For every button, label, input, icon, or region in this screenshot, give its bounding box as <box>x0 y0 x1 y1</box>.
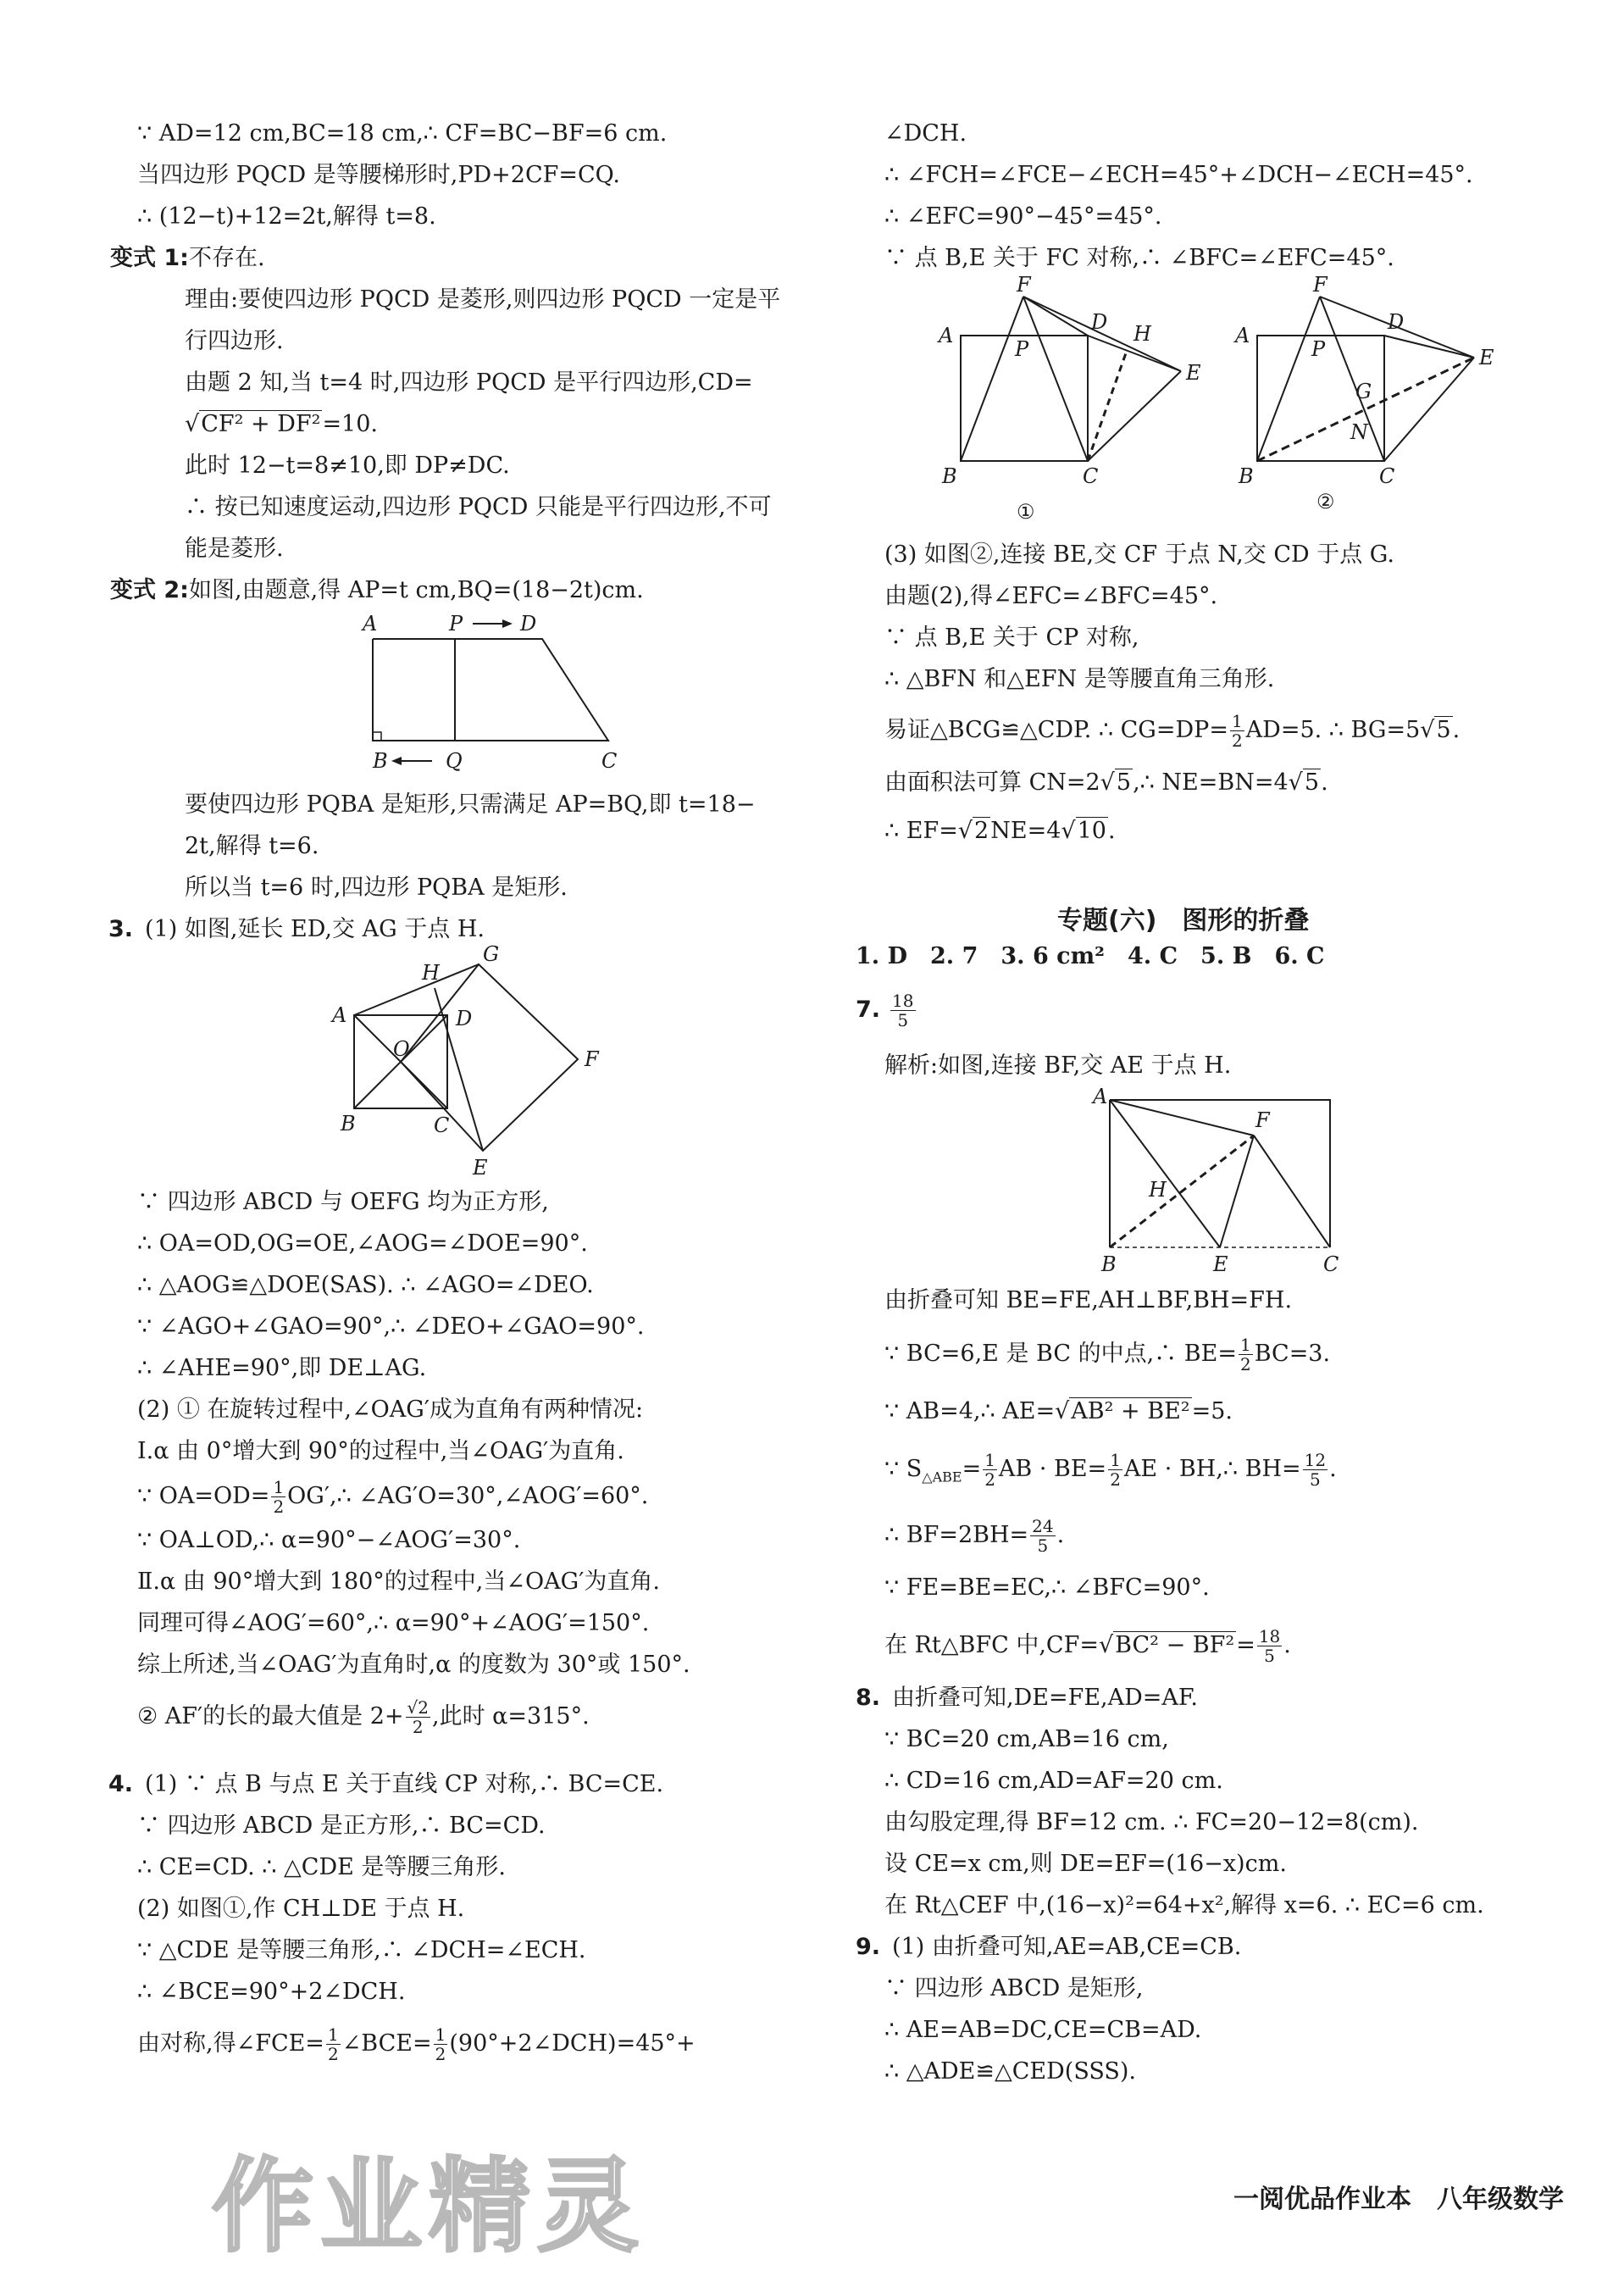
denominator: 2 <box>1110 1469 1121 1490</box>
label-h: H <box>422 961 440 985</box>
right-angle-mark <box>373 732 381 741</box>
segment-ec <box>1088 371 1181 461</box>
text-line: 理由:要使四边形 PQCD 是菱形,则四边形 PQCD 一定是平 <box>185 286 781 313</box>
denominator: 5 <box>897 1010 909 1030</box>
math-line: ∴ EF=√2NE=4√10. <box>884 818 1116 844</box>
text-fragment: ∵ S <box>884 1456 923 1482</box>
numerator: 18 <box>892 991 914 1011</box>
text-line: 当四边形 PQCD 是等腰梯形时,PD+2CF=CQ. <box>137 162 621 188</box>
question-4-number: 4. <box>108 1771 134 1797</box>
numerator: 1 <box>435 2024 446 2045</box>
figure-1-caption: ① <box>1017 500 1035 524</box>
text-fragment: ,∴ NE=BN=4 <box>1133 769 1289 796</box>
text-line: (1) ∵ 点 B 与点 E 关于直线 CP 对称,∴ BC=CE. <box>145 1771 664 1797</box>
text-line: 不存在. <box>188 245 265 271</box>
label-b: B <box>1101 1252 1117 1276</box>
text-fragment: 由对称,得∠FCE= <box>137 2030 324 2057</box>
label-c: C <box>1379 464 1395 488</box>
text-line: ∵ 四边形 ABCD 是正方形,∴ BC=CD. <box>137 1813 546 1839</box>
math-line: ∵ AB=4,∴ AE=√AB² + BE²=5. <box>884 1398 1233 1424</box>
label-b: B <box>942 464 957 488</box>
label-d: D <box>456 1007 473 1030</box>
denominator: 5 <box>1309 1469 1321 1490</box>
rectangle-top-right <box>1110 1100 1330 1247</box>
denominator: 2 <box>273 1496 285 1517</box>
segment-fe <box>1023 297 1181 371</box>
label-o: O <box>393 1037 410 1061</box>
fraction <box>1230 712 1244 750</box>
text-line: (3) 如图②,连接 BE,交 CF 于点 N,交 CD 于点 G. <box>884 541 1394 568</box>
segment-bf-dashed <box>1110 1136 1254 1247</box>
text-line: ∴ AE=AB=DC,CE=CB=AD. <box>884 2017 1202 2043</box>
text-fragment: ∵ BC=6,E 是 BC 的中点,∴ BE= <box>884 1341 1237 1367</box>
denominator: 2 <box>412 1717 424 1737</box>
subscript: △ABE <box>922 1469 962 1485</box>
figure-1 <box>932 273 1211 537</box>
variant-2-line <box>110 575 644 606</box>
segment-be-dashed <box>1257 358 1474 461</box>
text-fragment: =10. <box>322 411 378 437</box>
text-line: ∴ 按已知速度运动,四边形 PQCD 只能是平行四边形,不可 <box>185 494 772 520</box>
fraction <box>890 991 915 1030</box>
label-c: C <box>1083 464 1099 488</box>
text-line: ∴ △ADE≌△CED(SSS). <box>884 2058 1136 2085</box>
text-line: ∵ 点 B,E 关于 CP 对称, <box>884 625 1139 651</box>
sqrt-expression: AB² + BE² <box>1071 1398 1190 1424</box>
question-7-line <box>856 991 917 1030</box>
segment-de <box>1384 336 1474 358</box>
text-line: 同理可得∠AOG′=60°,∴ α=90°+∠AOG′=150°. <box>137 1610 650 1636</box>
watermark: 作业精灵 <box>212 2148 646 2266</box>
label-e: E <box>1186 361 1201 385</box>
text-line: 要使四边形 PQBA 是矩形,只需满足 AP=BQ,即 t=18− <box>185 791 756 818</box>
text-fragment: ∵ AB=4,∴ AE= <box>884 1398 1056 1424</box>
text-line: Ⅰ.α 由 0°增大到 90°的过程中,当∠OAG′为直角. <box>137 1438 624 1464</box>
denominator: 2 <box>1231 730 1243 751</box>
label-g: G <box>1355 380 1372 403</box>
square-oefg <box>401 964 578 1151</box>
trapezoid-figure <box>347 612 635 785</box>
text-line: ∴ ∠BCE=90°+2∠DCH. <box>137 1979 406 2005</box>
text-line: Ⅱ.α 由 90°增大到 180°的过程中,当∠OAG′为直角. <box>137 1569 660 1595</box>
text-line: (2) ① 在旋转过程中,∠OAG′成为直角有两种情况: <box>137 1396 644 1423</box>
text-line: 由题(2),得∠EFC=∠BFC=45°. <box>884 583 1218 609</box>
text-fragment: ∠BCE= <box>341 2030 432 2057</box>
fraction <box>271 1478 285 1516</box>
label-d: D <box>1091 310 1108 334</box>
text-line: ∵ 点 B,E 关于 FC 对称,∴ ∠BFC=∠EFC=45°. <box>884 245 1394 271</box>
question-9-number: 9. <box>856 1934 881 1960</box>
segment-ch-dashed <box>1088 351 1127 461</box>
text-line: 由折叠可知 BE=FE,AH⊥BF,BH=FH. <box>884 1287 1293 1313</box>
label-f: F <box>1255 1108 1270 1132</box>
text-line: 行四边形. <box>185 328 284 354</box>
variant-1-label: 变式 1: <box>110 245 189 271</box>
fraction <box>1303 1451 1327 1489</box>
fraction <box>1108 1451 1122 1489</box>
sqrt-expression: 5 <box>1304 769 1320 796</box>
label-c: C <box>1323 1252 1339 1276</box>
text-line: ∴ OA=OD,OG=OE,∠AOG=∠DOE=90°. <box>137 1230 588 1257</box>
label-b: B <box>1239 464 1254 488</box>
text-fragment: 由面积法可算 CN=2 <box>884 769 1100 796</box>
numerator: 1 <box>1231 711 1243 731</box>
math-line <box>884 1335 1330 1374</box>
question-9-line <box>856 1932 1241 1963</box>
label-e: E <box>473 1156 488 1180</box>
segment-ec <box>1384 358 1474 461</box>
label-p: P <box>1015 337 1029 361</box>
numerator: 12 <box>1304 1450 1327 1470</box>
math-line <box>137 1698 590 1736</box>
label-p: P <box>1311 337 1326 361</box>
footer-title: 一阅优品作业本 八年级数学 <box>1233 2185 1564 2214</box>
variant-2-label: 变式 2: <box>110 577 189 603</box>
label-e: E <box>1479 346 1494 369</box>
text-fragment: AB · BE= <box>998 1456 1107 1482</box>
text-line: ∵ 四边形 ABCD 是矩形, <box>884 1975 1144 2002</box>
question-3-number: 3. <box>108 916 134 942</box>
label-a: A <box>1093 1085 1108 1108</box>
text-line: ∵ BC=20 cm,AB=16 cm, <box>884 1726 1169 1752</box>
text-fragment: 易证△BCG≌△CDP. ∴ CG=DP= <box>884 717 1228 743</box>
text-fragment: ② AF′的长的最大值是 2+ <box>137 1703 404 1730</box>
text-line: 设 CE=x cm,则 DE=EF=(16−x)cm. <box>884 1851 1287 1877</box>
fraction <box>1257 1627 1282 1665</box>
fraction <box>434 2025 448 2063</box>
denominator: 5 <box>1264 1646 1275 1666</box>
text-fragment: ∵ OA=OD= <box>137 1483 270 1509</box>
question-3-line <box>108 914 485 945</box>
label-c: C <box>601 749 618 773</box>
text-fragment: = <box>962 1456 982 1482</box>
denominator: 5 <box>1037 1535 1049 1556</box>
sqrt-expression: 5 <box>1436 717 1451 743</box>
text-line: 此时 12−t=8≠10,即 DP≠DC. <box>185 453 510 479</box>
text-fragment: AE · BH,∴ BH= <box>1123 1456 1301 1482</box>
text-line: 2t,解得 t=6. <box>185 833 319 859</box>
text-fragment: =5. <box>1191 1398 1233 1424</box>
fraction <box>406 1698 430 1736</box>
sqrt-expression: 2 <box>974 818 989 844</box>
segment-cf <box>1023 297 1088 461</box>
sqrt-expression: 5 <box>1116 769 1132 796</box>
label-a: A <box>939 324 954 347</box>
text-line: ∵ 四边形 ABCD 与 OEFG 均为正方形, <box>137 1189 549 1215</box>
math-line: ∵ $S_{\triangle ABE}=$ $\frac{1}{2}$ AB · BE= $\frac{1}{2}$ AE · BH,∴ BH= $\frac{12}{5}$ . <box>884 1450 1337 1490</box>
text-line: 综上所述,当∠OAG′为直角时,α 的度数为 30°或 150°. <box>137 1652 690 1678</box>
arrowhead-icon <box>391 757 402 765</box>
numerator: 1 <box>984 1450 995 1470</box>
text-line: 由折叠可知,DE=FE,AD=AF. <box>892 1685 1199 1711</box>
sqrt-expression: BC² − BF² <box>1115 1632 1235 1658</box>
math-line <box>137 1478 648 1516</box>
label-a: A <box>1235 324 1250 347</box>
sqrt-expression: CF² + DF² <box>201 411 321 437</box>
text-line: ∴ ∠AHE=90°,即 DE⊥AG. <box>137 1355 427 1381</box>
text-line: 能是菱形. <box>185 536 284 562</box>
numerator: 24 <box>1032 1516 1054 1536</box>
label-f: F <box>585 1047 599 1071</box>
text-fragment: NE=4 <box>990 818 1061 844</box>
text-fragment: ,此时 α=315°. <box>432 1703 590 1730</box>
label-a: A <box>363 612 378 636</box>
text-line: ∴ (12−t)+12=2t,解得 t=8. <box>137 203 436 230</box>
text-line: 所以当 t=6 时,四边形 PQBA 是矩形. <box>185 875 568 901</box>
text-line: ∵ OA⊥OD,∴ α=90°−∠AOG′=30°. <box>137 1527 521 1553</box>
denominator: 2 <box>984 1469 995 1490</box>
text-line: ∵ FE=BE=EC,∴ ∠BFC=90°. <box>884 1574 1210 1601</box>
variant-1-line <box>110 243 265 274</box>
numerator: 1 <box>1239 1335 1251 1355</box>
numerator: 1 <box>1110 1450 1121 1470</box>
text-fragment: ∴ BF=2BH= <box>884 1522 1029 1548</box>
text-line: ∵ ∠AGO+∠GAO=90°,∴ ∠DEO+∠GAO=90°. <box>137 1313 645 1340</box>
trapezoid-outline <box>373 639 608 741</box>
denominator: 2 <box>435 2044 446 2064</box>
fraction <box>326 2025 341 2063</box>
text-line: ∴ ∠FCH=∠FCE−∠ECH=45°+∠DCH−∠ECH=45°. <box>884 162 1473 188</box>
text-fragment: OG′,∴ ∠AG′O=30°,∠AOG′=60°. <box>287 1483 649 1509</box>
answer-line: 1. D 2. 7 3. 6 cm² 4. C 5. B 6. C <box>856 943 1325 969</box>
label-g: G <box>483 942 500 966</box>
text-line: 解析:如图,连接 BF,交 AE 于点 H. <box>884 1052 1232 1079</box>
text-line: ∠DCH. <box>884 120 967 147</box>
math-line: ∴ BF=2BH= $\frac{24}{5}$ . <box>884 1516 1065 1556</box>
figure-2-caption: ② <box>1316 490 1335 514</box>
text-line: (1) 如图,延长 ED,交 AG 于点 H. <box>145 916 485 942</box>
sqrt-expression: 10 <box>1077 818 1106 844</box>
segment-fc <box>1254 1136 1330 1247</box>
math-line <box>137 2025 696 2063</box>
label-f: F <box>1017 273 1031 297</box>
text-fragment: (90°+2∠DCH)=45°+ <box>449 2030 696 2057</box>
fraction <box>1030 1517 1055 1555</box>
numerator: 1 <box>327 2024 339 2045</box>
two-squares-figure <box>322 942 610 1188</box>
text-fragment: 在 Rt△BFC 中,CF= <box>884 1632 1099 1658</box>
label-d: D <box>520 612 537 636</box>
label-b: B <box>341 1112 356 1136</box>
text-line: ∴ CE=CD. ∴ △CDE 是等腰三角形. <box>137 1854 506 1880</box>
text-line: (1) 由折叠可知,AE=AB,CE=CB. <box>892 1934 1242 1960</box>
label-f: F <box>1313 273 1327 297</box>
segment-bf <box>961 297 1023 461</box>
label-d: D <box>1388 310 1405 334</box>
numerator: 1 <box>273 1477 285 1497</box>
text-line: 如图,由题意,得 AP=t cm,BQ=(18−2t)cm. <box>188 577 644 603</box>
folding-rectangle-figure <box>1076 1085 1355 1291</box>
math-line: √CF² + DF²=10. <box>185 411 378 437</box>
question-7-number: 7. <box>856 997 881 1023</box>
fraction <box>1239 1335 1253 1374</box>
label-a: A <box>332 1003 347 1027</box>
numerator: 18 <box>1258 1626 1281 1646</box>
denominator: 2 <box>1239 1354 1251 1374</box>
label-h: H <box>1149 1178 1167 1202</box>
label-n: N <box>1350 420 1368 444</box>
text-line: ∴ ∠EFC=90°−45°=45°. <box>884 203 1162 230</box>
text-line: (2) 如图①,作 CH⊥DE 于点 H. <box>137 1896 465 1922</box>
label-q: Q <box>446 749 463 773</box>
figure-2 <box>1228 273 1516 537</box>
segment-fe <box>1220 1136 1254 1247</box>
text-line: ∵ AD=12 cm,BC=18 cm,∴ CF=BC−BF=6 cm. <box>137 120 668 147</box>
math-line: 易证△BCG≌△CDP. ∴ CG=DP= $\frac{1}{2}$ AD=5. ∴ BG=5√5. <box>884 711 1460 751</box>
text-line: 由勾股定理,得 BF=12 cm. ∴ FC=20−12=8(cm). <box>884 1809 1419 1835</box>
arrowhead-icon <box>502 619 513 628</box>
text-line: ∵ △CDE 是等腰三角形,∴ ∠DCH=∠ECH. <box>137 1937 586 1963</box>
text-line: ∴ △BFN 和△EFN 是等腰直角三角形. <box>884 666 1275 692</box>
label-b: B <box>373 749 388 773</box>
math-line: 由面积法可算 CN=2√5,∴ NE=BN=4√5. <box>884 769 1328 796</box>
numerator: √2 <box>407 1697 430 1718</box>
label-p: P <box>449 612 463 636</box>
segment-fd <box>1023 297 1088 336</box>
denominator: 2 <box>327 2044 339 2064</box>
text-fragment: BC=3. <box>1254 1341 1331 1367</box>
math-line: 在 Rt△BFC 中,CF=√BC² − BF²= $\frac{18}{5}$ . <box>884 1626 1291 1666</box>
section-title: 专题(六) 图形的折叠 <box>1057 906 1310 936</box>
question-8-number: 8. <box>856 1685 881 1711</box>
label-c: C <box>434 1113 450 1137</box>
label-e: E <box>1213 1252 1228 1276</box>
question-4-line <box>108 1769 663 1800</box>
text-line: 在 Rt△CEF 中,(16−x)²=64+x²,解得 x=6. ∴ EC=6 cm. <box>884 1892 1484 1918</box>
text-fragment: AD=5. ∴ BG=5 <box>1245 717 1421 743</box>
label-h: H <box>1133 322 1151 346</box>
text-fragment: ∴ EF= <box>884 818 958 844</box>
text-line: 由题 2 知,当 t=4 时,四边形 PQCD 是平行四边形,CD= <box>185 369 753 396</box>
fraction <box>983 1451 997 1489</box>
question-8-line <box>856 1683 1198 1713</box>
text-line: ∴ △AOG≌△DOE(SAS). ∴ ∠AGO=∠DEO. <box>137 1272 594 1298</box>
text-line: ∴ CD=16 cm,AD=AF=20 cm. <box>884 1768 1223 1794</box>
